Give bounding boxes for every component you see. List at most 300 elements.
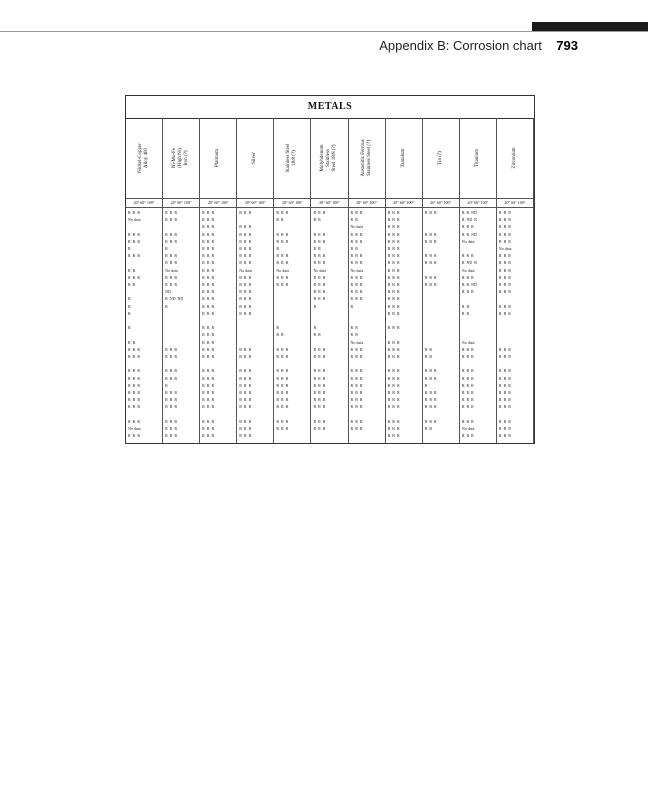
rating-cell: R R R: [202, 274, 215, 280]
rating-cell: R R R: [239, 238, 252, 244]
rating-cell: R R R: [239, 296, 252, 302]
rating-cell: R R R: [498, 260, 511, 266]
rating-cell: R R R: [350, 397, 363, 403]
rating-cell: R R R: [128, 390, 141, 395]
rating-cell: R R R: [424, 253, 437, 259]
rating-cell: R R R: [239, 433, 252, 439]
rating-cell: R R: [128, 267, 136, 273]
rating-cell: R R: [350, 332, 358, 338]
rating-cell: R R R: [202, 282, 215, 287]
rating-cell: R R R: [128, 382, 141, 388]
rating-cell: R R R: [128, 274, 141, 280]
rating-cell: R R R: [387, 418, 400, 424]
temperature-cell: 20° 60° 100°: [386, 199, 423, 207]
rating-cell: R R R: [276, 390, 289, 395]
rating-cell: R R R: [165, 238, 178, 244]
rating-cell: R R R: [239, 375, 252, 381]
rating-cell: R R R: [276, 238, 289, 244]
rating-cell: R R R: [461, 433, 474, 439]
rating-cell: R R ND: [461, 210, 477, 215]
rating-cell: R R: [128, 339, 136, 345]
temperature-cell: 20° 60° 100°: [460, 199, 497, 207]
rating-cell: R R R: [350, 274, 363, 280]
rating-cell: R R R: [313, 282, 326, 287]
rating-cell: R R R: [387, 274, 400, 280]
temperature-cell: 20° 60° 100°: [311, 199, 348, 207]
rating-cell: R R R: [165, 231, 178, 237]
rating-cell: No data: [276, 267, 289, 273]
rating-cell: R R R: [387, 303, 400, 309]
rating-cell: R R R: [202, 289, 215, 295]
rating-cell: R R R: [165, 375, 178, 381]
rating-cell: R R R: [202, 246, 215, 251]
rating-cell: R R R: [498, 310, 511, 316]
column-header: [311, 118, 348, 198]
rating-cell: R R R: [128, 404, 141, 410]
rating-cell: R R R: [239, 418, 252, 424]
rating-cell: R R R: [387, 368, 400, 374]
rating-cell: R R R: [350, 354, 363, 359]
rating-cell: R R R: [461, 274, 474, 280]
rating-cell: R R R: [461, 354, 474, 359]
rating-cell: R R R: [202, 346, 215, 352]
rating-cell: R R R: [350, 289, 363, 295]
column-header: [349, 118, 386, 198]
column-body: [163, 208, 200, 443]
rating-cell: R R R: [202, 390, 215, 395]
rating-cell: R R R: [202, 404, 215, 410]
rating-cell: R: [128, 310, 131, 316]
rating-cell: R R R: [239, 397, 252, 403]
rating-cell: R: [128, 303, 131, 309]
rating-cell: R R R: [498, 238, 511, 244]
rating-cell: R R R: [276, 368, 289, 374]
rating-cell: R: [165, 382, 168, 388]
rating-cell: R R R: [387, 296, 400, 302]
rating-cell: R R R: [498, 282, 511, 287]
temperature-cell: 20° 60° 100°: [237, 199, 274, 207]
rating-cell: R R R: [276, 346, 289, 352]
rating-cell: No data: [461, 238, 475, 244]
rating-cell: R R R: [498, 418, 511, 424]
rating-cell: R R R: [498, 253, 511, 259]
rating-cell: R R R: [239, 274, 252, 280]
rating-cell: R R R: [128, 231, 141, 237]
rating-cell: R R R: [165, 418, 178, 424]
column-header-label: Nickel-Copper Alloy 400: [138, 143, 150, 173]
column-header-label: Austenitic Ferrous Stainless Steel (?): [360, 139, 372, 177]
temperature-cell: 20° 60° 100°: [497, 199, 534, 207]
rating-cell: R R R: [350, 390, 363, 395]
rating-cell: R R R: [276, 231, 289, 237]
rating-cell: R R R: [276, 426, 289, 431]
rating-cell: R: [276, 246, 280, 251]
rating-cell: No data: [350, 224, 364, 230]
rating-cell: R: [165, 246, 168, 251]
rating-cell: R R R: [387, 238, 400, 244]
rating-cell: R R R: [461, 368, 474, 374]
rating-cell: R R R: [165, 368, 178, 374]
rating-cell: R R R: [202, 397, 215, 403]
rating-cell: R R R: [387, 310, 400, 316]
rating-cell: R R R: [498, 289, 511, 295]
rating-cell: R R R: [239, 303, 252, 309]
rating-cell: R R R: [498, 210, 511, 215]
rating-cell: R R R: [313, 260, 326, 266]
rating-cell: R R R: [498, 426, 511, 431]
temperature-cell: 20° 60° 100°: [163, 199, 200, 207]
rating-cell: R R R: [239, 426, 252, 431]
rating-cell: R R R: [239, 231, 252, 237]
rating-cell: R R R: [165, 390, 178, 395]
rating-cell: R R R: [165, 354, 178, 359]
column-body: [311, 208, 348, 443]
rating-cell: R R R: [461, 397, 474, 403]
rating-cell: R R R: [239, 253, 252, 259]
rating-cell: R R R: [276, 382, 289, 388]
rating-cell: R R R: [202, 231, 215, 237]
rating-cell: R R R: [461, 390, 474, 395]
rating-cell: R R R: [202, 260, 215, 266]
rating-cell: R R R: [165, 404, 178, 410]
rating-cell: R R R: [387, 224, 400, 230]
rating-cell: R R R: [202, 433, 215, 439]
rating-cell: R R R: [387, 433, 400, 439]
rating-cell: R R R: [239, 224, 252, 230]
rating-cell: R R R: [276, 253, 289, 259]
temperature-cell: 20° 60° 100°: [200, 199, 237, 207]
running-header: [0, 37, 578, 55]
column-body: [423, 208, 460, 443]
rating-cell: R R R: [239, 346, 252, 352]
rating-cell: R R R: [461, 375, 474, 381]
rating-cell: R R R: [276, 418, 289, 424]
rating-cell: R R R: [350, 346, 363, 352]
rating-cell: R R R: [239, 310, 252, 316]
rating-cell: R R R: [313, 346, 326, 352]
rating-cell: R R R: [313, 404, 326, 410]
rating-cell: R R: [461, 303, 470, 309]
rating-cell: R R R: [202, 210, 215, 215]
rating-cell: R R R: [313, 368, 326, 374]
rating-cell: R R R: [461, 382, 474, 388]
rating-cell: R R R: [350, 231, 363, 237]
rating-cell: R R R: [498, 267, 511, 273]
rating-cell: R R: [313, 217, 321, 223]
rating-cell: R R R: [128, 354, 141, 359]
rating-cell: R R R: [202, 224, 215, 230]
rating-cell: R R R: [498, 368, 511, 374]
column-header-label: Stainless Steel 18/8 (?): [286, 143, 298, 173]
rating-cell: R R R: [313, 296, 326, 302]
rating-cell: R R R: [498, 303, 511, 309]
rating-cell: R R R: [313, 382, 326, 388]
rating-cell: R R R: [165, 253, 178, 259]
rating-cell: R R R: [498, 397, 511, 403]
rating-cell: No data: [313, 267, 327, 273]
rating-cell: R R R: [313, 210, 326, 215]
rating-cell: R R R: [202, 238, 215, 244]
rating-cell: R R R: [424, 397, 437, 403]
column-header: [423, 118, 460, 198]
column-header: [274, 118, 311, 198]
rating-cell: R R R: [165, 274, 178, 280]
column-header: [497, 118, 534, 198]
page-number: 793: [556, 38, 578, 53]
rating-cell: R: [350, 303, 354, 309]
rating-cell: R R R: [387, 246, 400, 251]
rating-cell: R R R: [202, 296, 215, 302]
rating-cell: R R R: [202, 375, 215, 381]
rating-cell: R R R: [498, 382, 511, 388]
temperature-header-row: [126, 198, 534, 208]
rating-cell: R ND R: [461, 217, 477, 223]
rating-cell: R: [276, 325, 280, 331]
rating-cell: R R R: [202, 418, 215, 424]
rating-cell: No data: [461, 339, 475, 345]
rating-cell: R R R: [350, 426, 363, 431]
rating-cell: R R R: [165, 217, 178, 223]
rating-cell: R R R: [202, 382, 215, 388]
rating-cell: R R R: [387, 260, 400, 266]
column-body: [200, 208, 237, 443]
temperature-cell: 20° 60° 100°: [349, 199, 386, 207]
rating-cell: R R R: [202, 253, 215, 259]
column-header-label: Ni-Mo-Fe (High Ni) Iron (?): [172, 147, 190, 169]
rating-cell: R R R: [350, 238, 363, 244]
rating-cell: R R R: [202, 217, 215, 223]
rating-cell: R R: [276, 332, 284, 338]
temperature-cell: 20° 60° 100°: [423, 199, 460, 207]
rating-cell: R R R: [387, 346, 400, 352]
rating-cell: R R R: [128, 210, 141, 215]
rating-cell: R R: [461, 310, 470, 316]
rating-cell: R R R: [387, 339, 400, 345]
rating-cell: R R R: [239, 260, 252, 266]
rating-cell: R R R: [498, 433, 511, 439]
column-body: [126, 208, 163, 443]
rating-cell: R R R: [128, 253, 141, 259]
rating-cell: R R R: [276, 282, 289, 287]
rating-cell: R R R: [350, 368, 363, 374]
rating-cell: R R R: [498, 217, 511, 223]
rating-cell: R R R: [202, 368, 215, 374]
rating-cell: R R R: [313, 375, 326, 381]
rating-cell: R R R: [350, 418, 363, 424]
rating-cell: R R R: [239, 404, 252, 410]
rating-cell: No data: [461, 267, 475, 273]
rating-cell: R R R: [128, 433, 141, 439]
rating-cell: R R R: [387, 390, 400, 395]
rating-cell: R R: [424, 354, 433, 359]
column-body: [460, 208, 497, 443]
rating-cell: R R R: [165, 346, 178, 352]
rating-cell: No data: [461, 426, 475, 431]
rating-cell: R R R: [276, 404, 289, 410]
column-body: [237, 208, 274, 443]
rating-cell: R R R: [461, 404, 474, 410]
rating-cell: R R R: [387, 267, 400, 273]
rating-cell: R R: [350, 325, 358, 331]
rating-cell: R R R: [424, 368, 437, 374]
header-rule: [0, 31, 648, 32]
rating-cell: R R R: [276, 210, 289, 215]
rating-cell: R R R: [165, 282, 178, 287]
rating-cell: R: [313, 325, 317, 331]
rating-cell: R R R: [202, 325, 215, 331]
rating-cell: R R R: [387, 354, 400, 359]
rating-cell: R R R: [498, 224, 511, 230]
rating-cell: R R R: [276, 375, 289, 381]
rating-cell: R: [128, 246, 131, 251]
rating-cell: R R R: [350, 282, 363, 287]
rating-cell: R R R: [350, 382, 363, 388]
rating-cell: R R R: [387, 325, 400, 331]
rating-cell: R: [128, 325, 131, 331]
rating-cell: R R R: [387, 404, 400, 410]
rating-cell: R R R: [202, 303, 215, 309]
column-body: [497, 208, 534, 443]
rating-cell: R R R: [424, 404, 437, 410]
rating-cell: R R R: [239, 282, 252, 287]
rating-cell: R R R: [128, 418, 141, 424]
rating-cell: R R R: [350, 296, 363, 302]
rating-cell: No data: [350, 267, 364, 273]
rating-cell: R R R: [239, 390, 252, 395]
rating-cell: R R R: [128, 238, 141, 244]
rating-cell: R R R: [424, 375, 437, 381]
rating-cell: R R R: [387, 397, 400, 403]
rating-cell: R R R: [202, 339, 215, 345]
rating-cell: R R: [128, 282, 136, 287]
rating-cell: R R R: [165, 397, 178, 403]
rating-cell: R R R: [313, 354, 326, 359]
rating-cell: R R R: [461, 289, 474, 295]
rating-cell: R R R: [276, 354, 289, 359]
rating-cell: R R: [313, 332, 321, 338]
rating-cell: R R R: [350, 210, 363, 215]
rating-cell: R R R: [239, 354, 252, 359]
rating-cell: R R R: [128, 346, 141, 352]
rating-cell: R R: [313, 246, 321, 251]
rating-cell: R R R: [498, 354, 511, 359]
column-body: [349, 208, 386, 443]
rating-cell: R R R: [387, 217, 400, 223]
temperature-cell: 20° 60° 100°: [126, 199, 163, 207]
rating-cell: R R R: [165, 210, 178, 215]
rating-cell: R R R: [461, 253, 474, 259]
column-header: [200, 118, 237, 198]
rating-cell: R: [424, 382, 428, 388]
rating-cell: R R R: [498, 404, 511, 410]
rating-cell: R R R: [313, 418, 326, 424]
rating-cell: R R R: [387, 210, 400, 215]
rating-cell: R R R: [165, 433, 178, 439]
rating-cell: R R R: [350, 253, 363, 259]
rating-cell: R R R: [202, 267, 215, 273]
rating-cell: R ND R: [461, 260, 477, 266]
rating-cell: R R R: [276, 274, 289, 280]
rating-cell: R R R: [498, 274, 511, 280]
rating-cell: No data: [498, 246, 512, 251]
rating-cell: R R: [350, 217, 358, 223]
rating-cell: R R R: [165, 260, 178, 266]
column-header: [163, 118, 200, 198]
rating-cell: R R R: [239, 368, 252, 374]
running-title: Appendix B: Corrosion chart: [379, 38, 542, 53]
rating-cell: R R ND: [461, 231, 477, 237]
rating-cell: R R R: [424, 282, 437, 287]
rating-cell: R R R: [424, 231, 437, 237]
rating-cell: R R R: [313, 390, 326, 395]
rating-cell: R R R: [276, 260, 289, 266]
rating-cell: R R R: [276, 397, 289, 403]
rating-cell: No data: [165, 267, 178, 273]
column-header: [386, 118, 423, 198]
rating-cell: R R R: [313, 231, 326, 237]
rating-cell: R R R: [498, 390, 511, 395]
rating-cell: R R R: [387, 375, 400, 381]
rating-cell: R R: [350, 246, 358, 251]
rating-cell: No data: [128, 426, 141, 431]
rating-cell: R R R: [424, 210, 437, 215]
rating-cell: R R R: [424, 238, 437, 244]
rating-cell: R R R: [461, 224, 474, 230]
rating-cell: R R: [424, 426, 433, 431]
rating-cell: R R R: [498, 231, 511, 237]
rating-cell: R R R: [202, 354, 215, 359]
rating-cell: R R R: [350, 260, 363, 266]
rating-cell: R: [313, 303, 317, 309]
rating-cell: No data: [350, 339, 364, 345]
rating-cell: R R R: [350, 404, 363, 410]
rating-cell: R R R: [128, 397, 141, 403]
rating-cell: R R R: [313, 289, 326, 295]
rating-cell: R R R: [239, 289, 252, 295]
rating-cell: R R R: [313, 253, 326, 259]
rating-cell: R R R: [387, 289, 400, 295]
rating-cell: R R R: [128, 368, 141, 374]
column-header: [460, 118, 497, 198]
rating-cell: R R R: [202, 426, 215, 431]
column-header: [126, 118, 163, 198]
column-header: [237, 118, 274, 198]
rating-cell: R R R: [202, 310, 215, 316]
rating-cell: R R: [424, 346, 433, 352]
rating-cell: R R R: [424, 418, 437, 424]
rating-cell: R R R: [387, 382, 400, 388]
rating-cell: R R R: [239, 210, 252, 215]
rating-cell: R: [128, 296, 131, 302]
rating-cell: No data: [128, 217, 141, 223]
rating-cell: R R R: [387, 282, 400, 287]
column-header-label: Titanium: [474, 148, 480, 168]
rating-cell: R: [165, 303, 168, 309]
rating-cell: R R R: [387, 426, 400, 431]
rating-cell: R R R: [128, 375, 141, 381]
rating-cell: R R R: [498, 375, 511, 381]
rating-cell: ND: [165, 289, 171, 295]
rating-cell: R R R: [239, 246, 252, 251]
rating-cell: R R R: [165, 426, 178, 431]
column-header-label: Tin (?): [437, 151, 443, 165]
column-header-label: Silver: [252, 152, 258, 164]
rating-cell: R R R: [313, 426, 326, 431]
temperature-cell: 20° 60° 100°: [274, 199, 311, 207]
rating-cell: R R R: [239, 382, 252, 388]
rating-cell: R R R: [313, 238, 326, 244]
rating-cell: R R R: [387, 253, 400, 259]
